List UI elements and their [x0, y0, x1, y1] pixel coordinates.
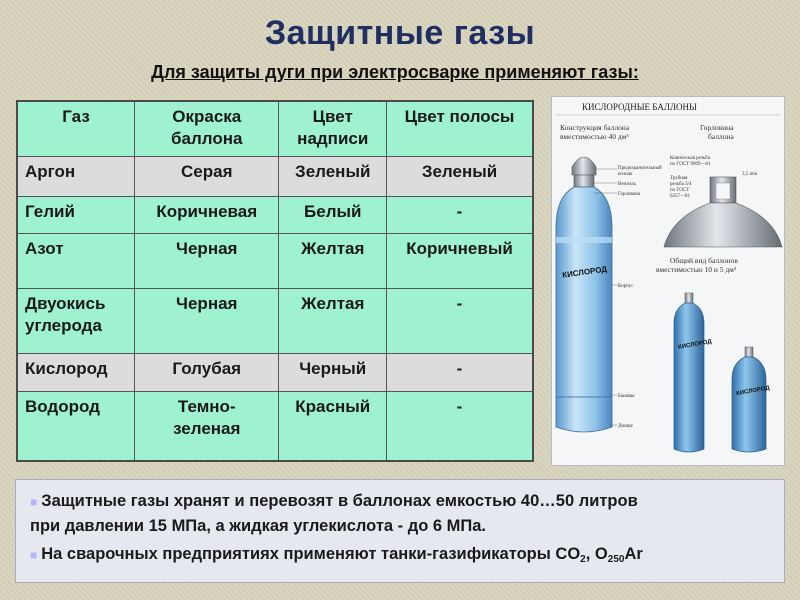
cell-gas: Двуокись углерода [17, 288, 135, 353]
bullet-icon: ■ [30, 548, 38, 562]
slide-title: Защитные газы [264, 14, 536, 52]
gas-table [16, 100, 534, 462]
table-row [17, 391, 533, 461]
header-cylinder-color: Окраска баллона [135, 101, 279, 156]
medium-cylinder-icon [674, 293, 713, 452]
svg-text:по ГОСТ: по ГОСТ [670, 188, 690, 193]
cell-label-color: Зеленый [279, 156, 387, 196]
svg-text:КИСЛОРОД: КИСЛОРОД [677, 339, 713, 351]
svg-text:Горловина: Горловина [618, 192, 641, 197]
svg-text:резьба 3/4: резьба 3/4 [670, 182, 692, 187]
oxygen-cylinders-illustration [551, 96, 785, 466]
diagram-heading: КИСЛОРОДНЫЕ БАЛЛОНЫ [582, 102, 697, 112]
cell-cylinder-color: Голубая [135, 353, 279, 391]
cylinder-label: КИСЛОРОД [561, 264, 608, 280]
svg-text:Башмак: Башмак [618, 394, 635, 399]
svg-text:Корпус: Корпус [618, 284, 634, 289]
header-gas: Газ [17, 101, 135, 156]
cell-gas: Азот [17, 233, 135, 288]
cell-label-color: Черный [279, 353, 387, 391]
small-cylinder-icon [732, 347, 771, 452]
cell-cylinder-color: Коричневая [135, 196, 279, 233]
cell-stripe-color: - [387, 196, 533, 233]
svg-text:Горловина: Горловина [700, 123, 734, 132]
header-label-color: Цвет надписи [279, 101, 387, 156]
svg-text:колпак: колпак [618, 172, 633, 177]
note-tanks: ■ На сварочных предприятиях применяют танки-газификаторы $CO_2$, $O_{250}Ar$ [30, 545, 643, 565]
cell-label-color: Белый [279, 196, 387, 233]
cell-cylinder-color: Черная [135, 288, 279, 353]
cell-gas: Гелий [17, 196, 135, 233]
svg-text:Конструкция баллона: Конструкция баллона [560, 123, 630, 132]
table-header-row [17, 101, 533, 156]
cell-stripe-color: - [387, 353, 533, 391]
cell-label-color: Красный [279, 391, 387, 461]
svg-text:Трубная: Трубная [670, 176, 688, 181]
cell-stripe-color: Зеленый [387, 156, 533, 196]
svg-text:вместимостью 10 и 5 дм³: вместимостью 10 и 5 дм³ [656, 265, 737, 274]
table-row [17, 196, 533, 233]
note-tanks-text: На сварочных предприятиях применяют танки-газификаторы CO [41, 545, 581, 563]
cell-gas: Кислород [17, 353, 135, 391]
svg-text:6357—81: 6357—81 [670, 194, 690, 199]
table-row [17, 288, 533, 353]
svg-text:вместимостью 40 дм³: вместимостью 40 дм³ [560, 132, 629, 141]
cell-gas: Аргон [17, 156, 135, 196]
cell-label-color: Желтая [279, 288, 387, 353]
svg-text:Коническая резьба: Коническая резьба [670, 156, 710, 161]
svg-text:баллона: баллона [708, 132, 734, 141]
notes-panel [15, 479, 785, 583]
svg-text:3,5 min: 3,5 min [742, 172, 758, 177]
note-storage-line2: при давлении 15 МПа, а жидкая углекислота - до 6 МПа. [30, 517, 487, 535]
svg-text:Общий вид баллонов: Общий вид баллонов [670, 256, 738, 265]
slide-subtitle: Для защиты дуги при электросварке применяют газы: [151, 62, 639, 82]
cell-cylinder-color: Черная [135, 233, 279, 288]
cell-cylinder-color: Темно-зеленая [135, 391, 279, 461]
table-row [17, 353, 533, 391]
large-cylinder-icon [556, 157, 612, 432]
cell-label-color: Желтая [279, 233, 387, 288]
bullet-icon: ■ [30, 495, 38, 509]
svg-text:КИСЛОРОД: КИСЛОРОД [735, 385, 771, 398]
cell-stripe-color: - [387, 391, 533, 461]
table-row [17, 233, 533, 288]
note-storage [30, 489, 638, 538]
table-row [17, 156, 533, 196]
cell-stripe-color: Коричневый [387, 233, 533, 288]
cell-gas: Водород [17, 391, 135, 461]
svg-text:по ГОСТ 9909—81: по ГОСТ 9909—81 [670, 162, 711, 167]
cell-stripe-color: - [387, 288, 533, 353]
svg-text:Предохранительный: Предохранительный [618, 166, 662, 171]
cell-cylinder-color: Серая [135, 156, 279, 196]
svg-text:Днище: Днище [618, 424, 633, 429]
svg-text:Вентиль: Вентиль [618, 182, 636, 187]
note-storage-line1: Защитные газы хранят и перевозят в баллонах емкостью 40…50 литров [41, 492, 638, 510]
header-stripe-color: Цвет полосы [387, 101, 533, 156]
